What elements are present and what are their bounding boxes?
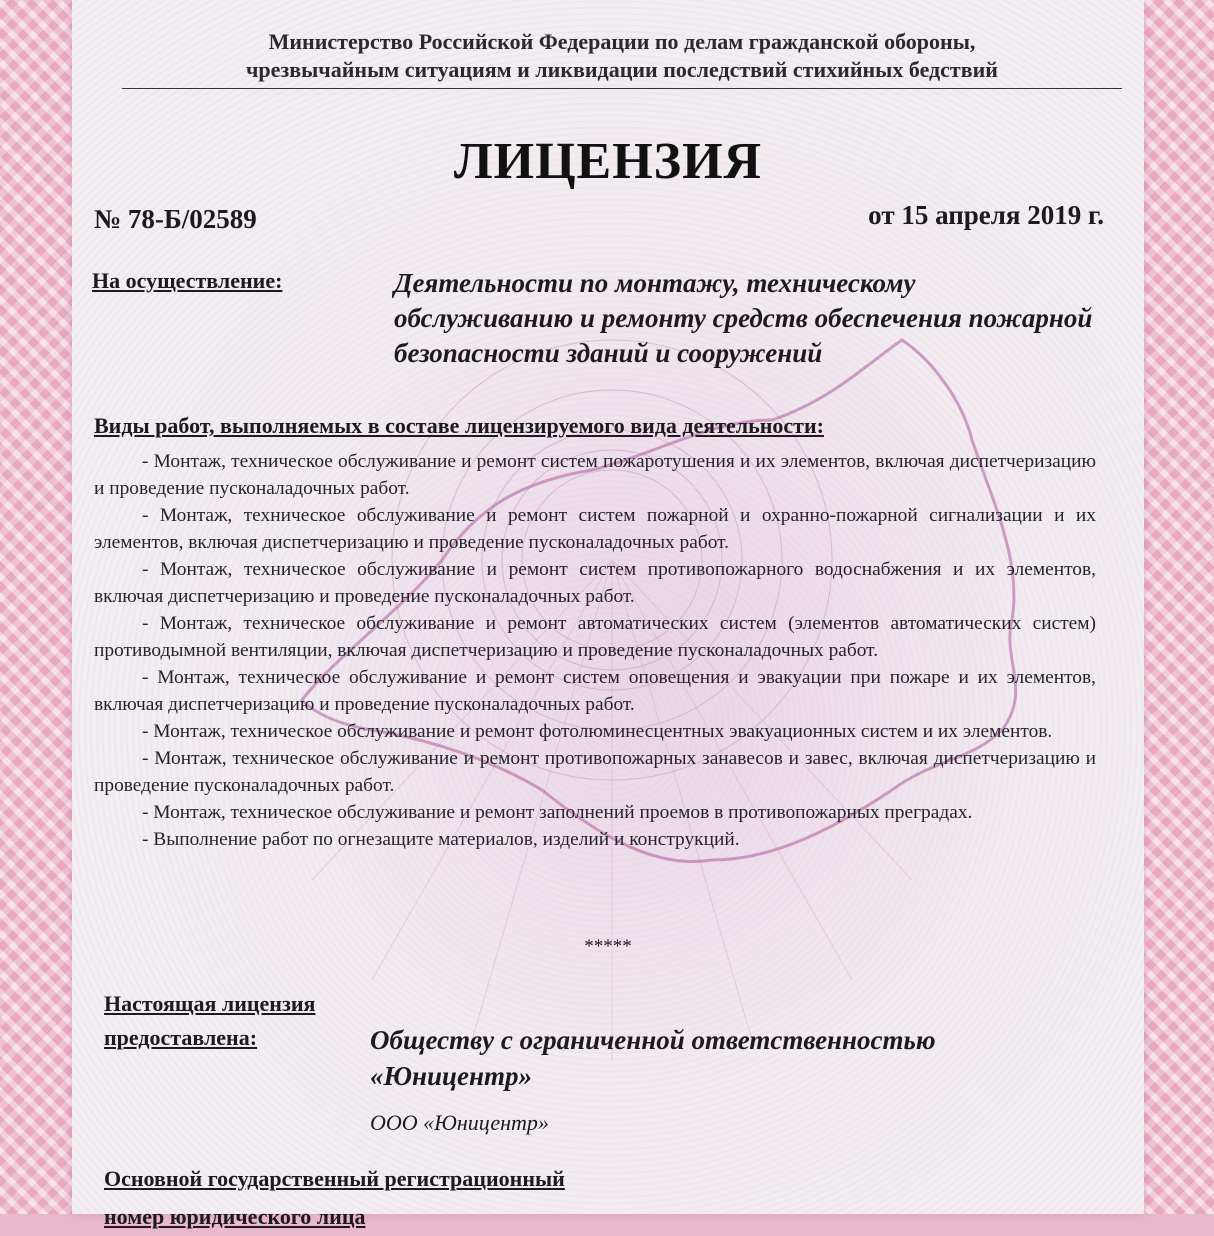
licensee-name-line-1: Обществу с ограниченной ответственностью [370, 1025, 936, 1055]
work-item: - Монтаж, техническое обслуживание и ремонт противопожарных занавесов и завес, включая диспетчеризацию и проведение пусконаладочных работ. [94, 748, 1096, 796]
licensee-name [370, 1022, 1090, 1094]
work-item: - Монтаж, техническое обслуживание и ремонт систем противопожарного водоснабжения и их элементов, включая диспетчеризацию и проведение пусконаладочных работ. [94, 559, 1096, 607]
ministry-name [122, 28, 1122, 84]
document-title: ЛИЦЕНЗИЯ [453, 133, 763, 190]
work-item: - Монтаж, техническое обслуживание и ремонт заполнений проемов в противопожарных преградах. [142, 802, 973, 823]
granted-label-line-2: предоставлена: [104, 1025, 258, 1050]
activity-description: Деятельности по монтажу, техническому обслуживанию и ремонту средств обеспечения пожарной безопасности зданий и сооружений [394, 268, 1093, 368]
work-item: - Монтаж, техническое обслуживание и ремонт автоматических систем (элементов автоматических систем) противодымной вентиляции, включая диспетчеризацию и проведение пусконаладочных работ. [94, 613, 1096, 661]
work-item: - Монтаж, техническое обслуживание и ремонт систем пожарной и охранно-пожарной сигнализации и их элементов, включая диспетчеризацию и проведение пусконаладочных работ. [94, 505, 1096, 553]
granted-label-line-1: Настоящая лицензия [104, 991, 316, 1016]
work-item: - Монтаж, техническое обслуживание и ремонт систем оповещения и эвакуации при пожаре и их элементов, включая диспетчеризацию и проведение пусконаладочных работ. [94, 667, 1096, 715]
ministry-line-2: чрезвычайным ситуациям и ликвидации последствий стихийных бедствий [246, 57, 998, 82]
granted-label [104, 987, 315, 1055]
ogrn-label-line-1: Основной государственный регистрационный [104, 1166, 565, 1191]
activity-label: На осуществление: [92, 268, 283, 293]
license-date: от 15 апреля 2019 г. [868, 200, 1104, 230]
licensee-name-line-2: «Юницентр» [370, 1061, 533, 1091]
section-separator: ***** [584, 936, 632, 957]
license-sheet [72, 0, 1144, 1229]
works-heading: Виды работ, выполняемых в составе лицензируемого вида деятельности: [94, 413, 824, 438]
licensee-short-name: ООО «Юницентр» [370, 1110, 549, 1135]
ministry-line-1: Министерство Российской Федерации по делам гражданской обороны, [268, 29, 976, 54]
ogrn-label-line-2: номер юридического лица [104, 1204, 366, 1229]
works-list [94, 448, 1096, 853]
work-item: - Монтаж, техническое обслуживание и ремонт фотолюминесцентных эвакуационных систем и их элементов. [142, 721, 1053, 742]
license-number: № 78-Б/02589 [94, 204, 257, 234]
ministry-divider [122, 88, 1122, 89]
work-item: - Монтаж, техническое обслуживание и ремонт систем пожаротушения и их элементов, включая диспетчеризацию и проведение пусконаладочных работ. [94, 451, 1096, 499]
ogrn-label [104, 1160, 565, 1236]
work-item: - Выполнение работ по огнезащите материалов, изделий и конструкций. [142, 829, 740, 850]
